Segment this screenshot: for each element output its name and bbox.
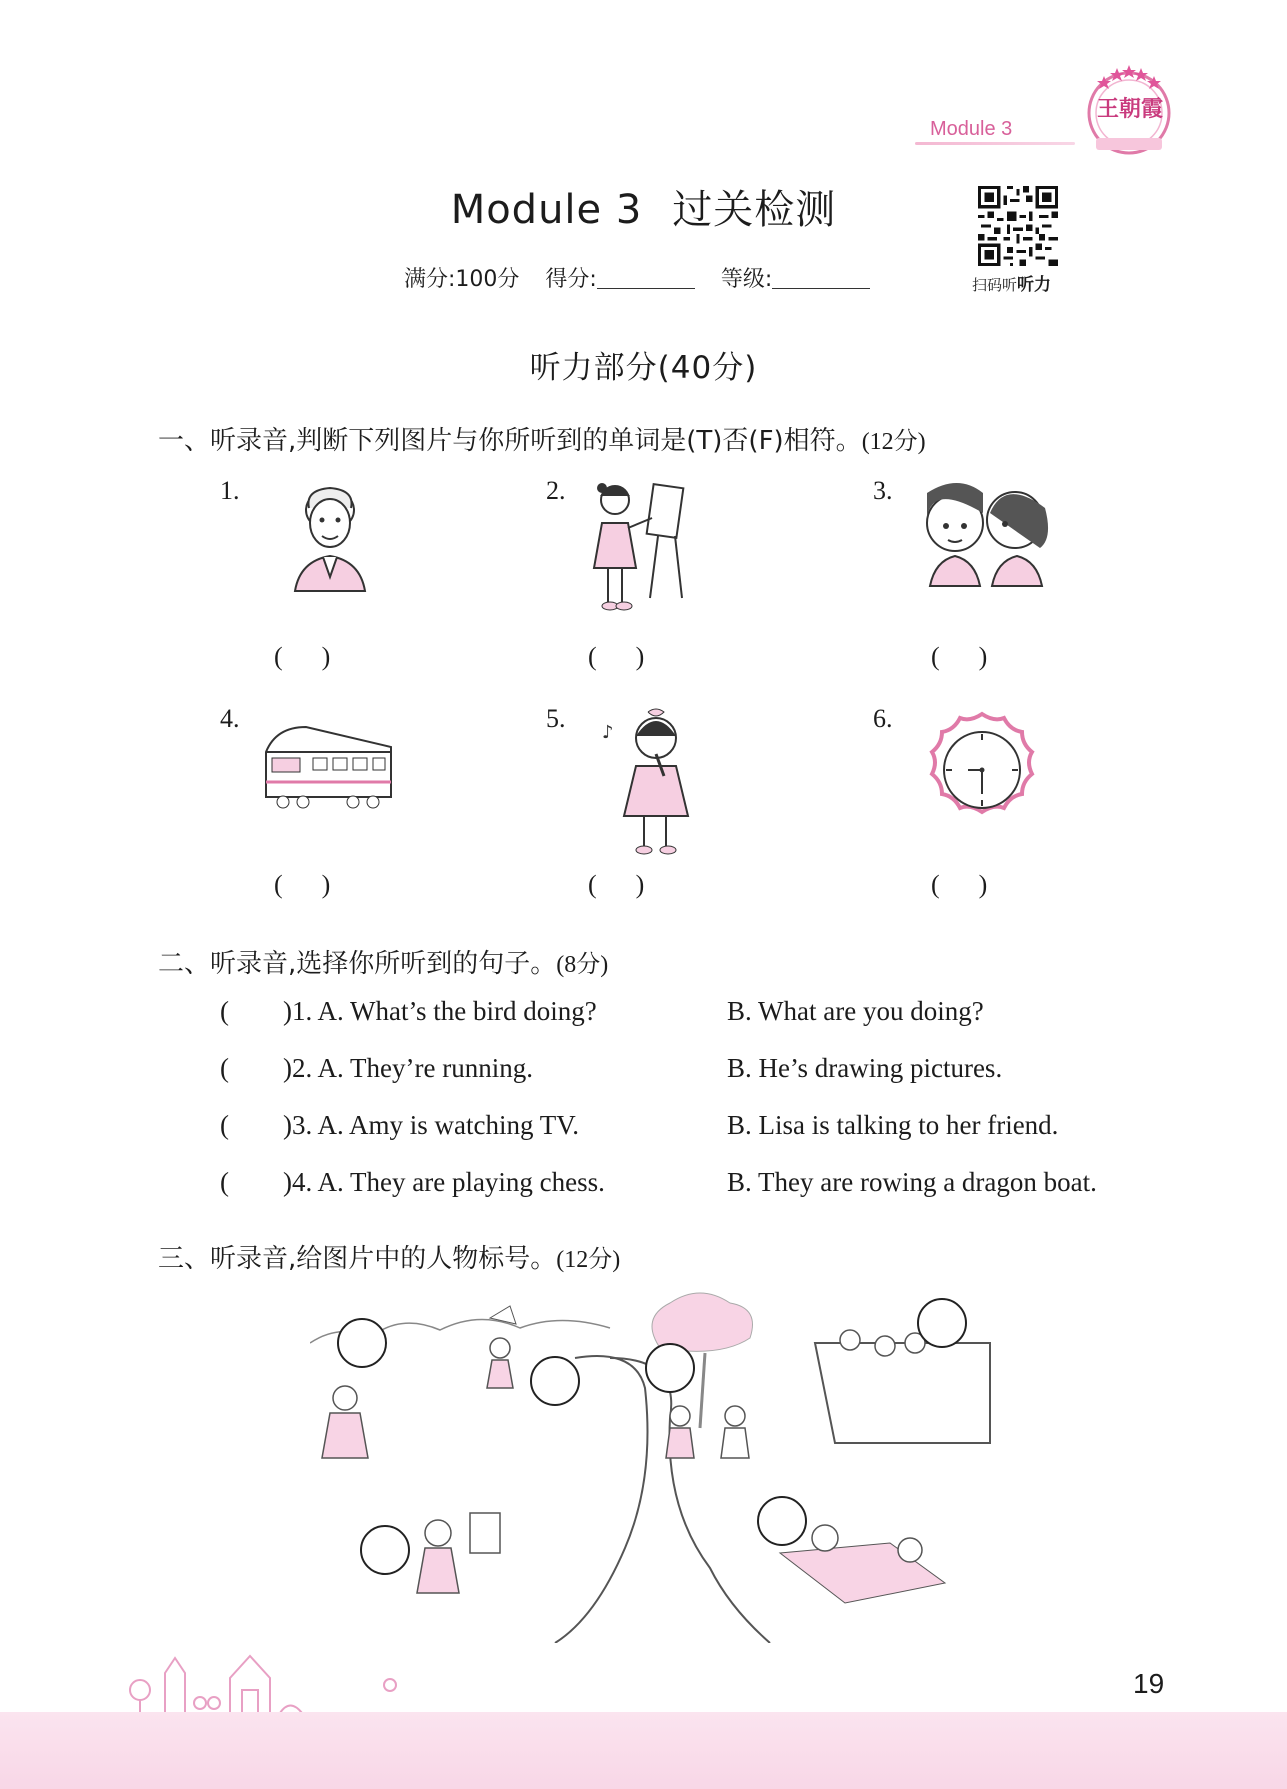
qr-caption-prefix: 扫码听	[972, 276, 1018, 294]
footer-band	[0, 1712, 1287, 1789]
q1-item-2-number: 2.	[546, 476, 566, 505]
section-heading: 听力部分(40分)	[529, 350, 758, 386]
footer-castle-decoration-icon	[120, 1645, 500, 1715]
grade-label: 等级:	[720, 267, 773, 292]
module-tag-underline	[915, 142, 1075, 145]
q1-item-6-number: 6.	[873, 704, 893, 733]
score-label: 得分:	[545, 267, 597, 292]
qr-code-icon[interactable]	[978, 186, 1058, 266]
full-score-text: 满分:100分	[404, 267, 520, 292]
q3-points: (12分)	[556, 1247, 621, 1273]
qr-caption-bold: 听力	[1017, 275, 1052, 295]
q1-item-4-number: 4.	[220, 704, 240, 733]
brand-seal-text: 王朝霞	[1096, 96, 1163, 122]
q2-row-2-option-a[interactable]: ( )2. A. They’re running.	[220, 1053, 533, 1083]
q2-heading-text: 二、听录音,选择你所听到的句子。	[158, 949, 557, 979]
page-title-module: Module 3	[450, 187, 643, 233]
q2-row-3-option-a[interactable]: ( )3. A. Amy is watching TV.	[220, 1110, 580, 1140]
q2-row-4-option-b[interactable]: B. They are rowing a dragon boat.	[727, 1167, 1097, 1197]
q2-row-1-option-a[interactable]: ( )1. A. What’s the bird doing?	[220, 996, 597, 1026]
score-line	[404, 262, 870, 293]
q2-row-1-option-b[interactable]: B. What are you doing?	[727, 996, 984, 1026]
grade-blank[interactable]	[772, 268, 870, 289]
q3-heading	[158, 1238, 620, 1275]
score-blank[interactable]	[597, 268, 695, 289]
q1-item-6-answer[interactable]: ( )	[931, 870, 988, 899]
girl-singing-icon	[598, 706, 703, 856]
girl-painting-icon	[580, 478, 700, 613]
park-scene-illustration-icon	[310, 1288, 1010, 1643]
svg-text:♪: ♪	[602, 722, 614, 743]
page-number: 19	[1133, 1668, 1165, 1699]
page-title	[0, 178, 1287, 235]
q1-heading	[158, 420, 926, 457]
q2-heading	[158, 943, 608, 980]
q1-item-1-answer[interactable]: ( )	[274, 642, 331, 671]
q1-item-3-number: 3.	[873, 476, 893, 505]
q2-row-4-option-a[interactable]: ( )4. A. They are playing chess.	[220, 1167, 605, 1197]
page-title-cn: 过关检测	[672, 187, 837, 233]
q1-item-2-answer[interactable]: ( )	[588, 642, 645, 671]
q1-item-4-answer[interactable]: ( )	[274, 870, 331, 899]
q2-row-2-option-b[interactable]: B. He’s drawing pictures.	[727, 1053, 1003, 1083]
girls-whispering-icon	[900, 478, 1065, 588]
clock-icon	[925, 710, 1040, 828]
q2-row-3-option-b[interactable]: B. Lisa is talking to her friend.	[727, 1110, 1059, 1140]
module-tag: Module 3	[930, 118, 1013, 140]
q1-item-1-number: 1.	[220, 476, 240, 505]
q3-heading-text: 三、听录音,给图片中的人物标号。	[158, 1244, 557, 1274]
q1-heading-text: 一、听录音,判断下列图片与你所听到的单词是(T)否(F)相符。	[158, 426, 862, 456]
q2-points: (8分)	[556, 952, 609, 978]
grandpa-portrait-icon	[285, 478, 375, 593]
q1-item-5-answer[interactable]: ( )	[588, 870, 645, 899]
q1-points: (12分)	[861, 429, 926, 455]
train-icon	[258, 722, 398, 814]
q1-item-3-answer[interactable]: ( )	[931, 642, 988, 671]
q1-item-5-number: 5.	[546, 704, 566, 733]
qr-caption	[972, 270, 1051, 295]
